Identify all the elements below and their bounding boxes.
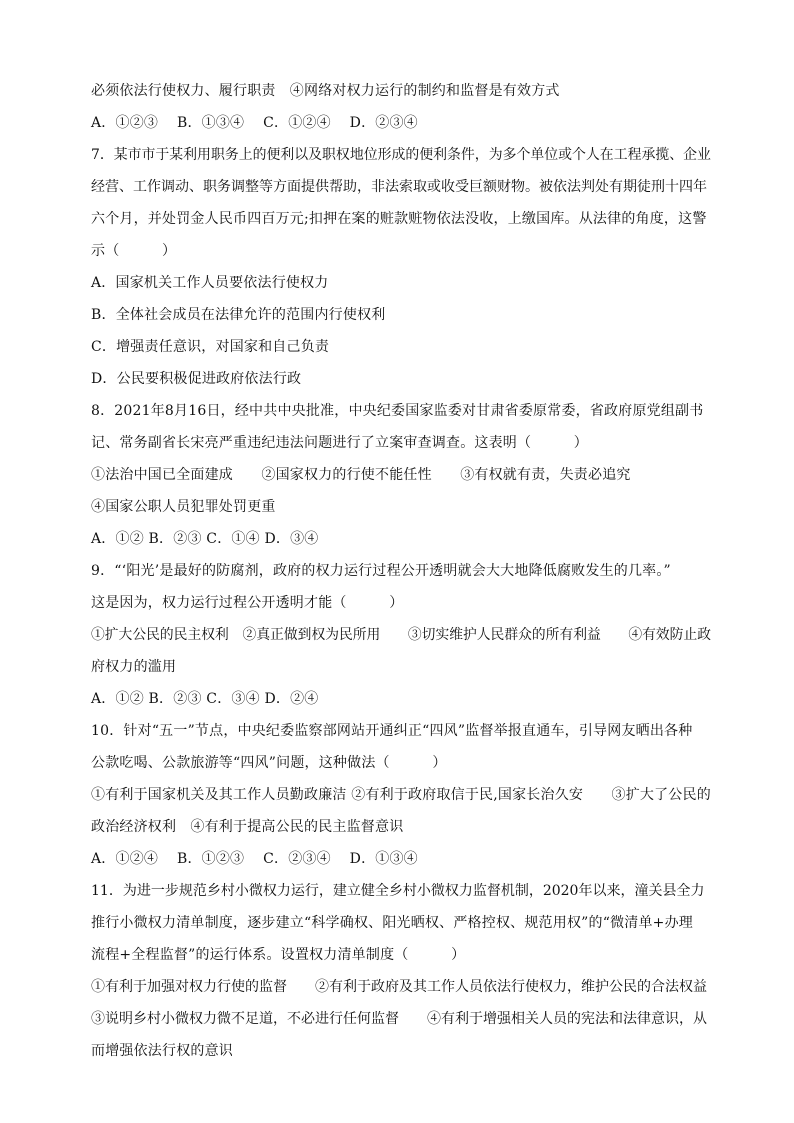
- answer-options: A．①② B．②③ C．①④ D．③④: [91, 531, 319, 547]
- text-line: 必须依法行使权力、履行职责 ④网络对权力运行的制约和监督是有效方式: [91, 83, 560, 99]
- text-line: 示（ ）: [91, 243, 177, 259]
- text-line: 这是因为，权力运行过程公开透明才能（ ）: [91, 595, 404, 611]
- statements: ③说明乡村小微权力微不足道，不必进行任何监督 ④有利于增强相关人员的宪法和法律意识，从: [91, 1011, 707, 1027]
- statements: ④国家公职人员犯罪处罚更重: [91, 499, 276, 515]
- statements: ①有利于国家机关及其工作人员勤政廉洁 ②有利于政府取信于民,国家长治久安 ③扩大了公民的: [91, 787, 711, 803]
- statements: 府权力的滥用: [91, 659, 177, 675]
- question-11: 11．为进一步规范乡村小微权力运行，建立健全乡村小微权力监督机制，2020年以来，潼关县全力: [91, 883, 705, 899]
- question-8: 8．2021年8月16日，经中共中央批准，中央纪委国家监委对甘肃省委原常委，省政府原党组副书: [91, 403, 704, 419]
- text-line: 推行小微权力清单制度，逐步建立“科学确权、阳光晒权、严格控权、规范用权”的“微清单+办理: [91, 915, 693, 931]
- text-line: 六个月，并处罚金人民币四百万元;扣押在案的赃款赃物依法没收，上缴国库。从法律的角度，这警: [91, 211, 707, 227]
- option-c: C．增强责任意识，对国家和自己负责: [91, 339, 330, 355]
- statements: ①法治中国已全面建成 ②国家权力的行使不能任性 ③有权就有责，失责必追究: [91, 467, 631, 483]
- option-a: A．国家机关工作人员要依法行使权力: [91, 275, 329, 291]
- text-line: 公款吃喝、公款旅游等“四风”问题，这种做法（ ）: [91, 755, 447, 771]
- option-b: B．全体社会成员在法律允许的范围内行使权利: [91, 307, 386, 323]
- statements: 而增强依法行权的意识: [91, 1043, 233, 1059]
- text-line: 流程+全程监督”的运行体系。设置权力清单制度（ ）: [91, 947, 466, 963]
- statements: 政治经济权利 ④有利于提高公民的民主监督意识: [91, 819, 404, 835]
- option-d: D．公民要积极促进政府依法行政: [91, 371, 302, 387]
- question-9: 9．“‘阳光’是最好的防腐剂，政府的权力运行过程公开透明就会大大地降低腐败发生的几率。”: [91, 563, 671, 579]
- question-7: 7．某市市于某利用职务上的便利以及职权地位形成的便利条件，为多个单位或个人在工程承揽、企业: [91, 147, 711, 163]
- statements: ①扩大公民的民主权利 ②真正做到权为民所用 ③切实维护人民群众的所有利益 ④有效防止政: [91, 627, 711, 643]
- question-10: 10．针对“五一”节点，中央纪委监察部网站开通纠正“四风”监督举报直通车，引导网友晒出各种: [91, 723, 693, 739]
- text-line: 记、常务副省长宋亮严重违纪违法问题进行了立案审查调查。这表明（ ）: [91, 435, 588, 451]
- answer-options: A．①②④ B．①②③ C．②③④ D．①③④: [91, 851, 418, 867]
- answer-options: A．①②③ B．①③④ C．①②④ D．②③④: [91, 115, 418, 131]
- text-line: 经营、工作调动、职务调整等方面提供帮助，非法索取或收受巨额财物。被依法判处有期徒刑十四年: [91, 179, 707, 195]
- answer-options: A．①② B．②③ C．③④ D．②④: [91, 691, 319, 707]
- statements: ①有利于加强对权力行使的监督 ②有利于政府及其工作人员依法行使权力，维护公民的合法权益: [91, 979, 707, 995]
